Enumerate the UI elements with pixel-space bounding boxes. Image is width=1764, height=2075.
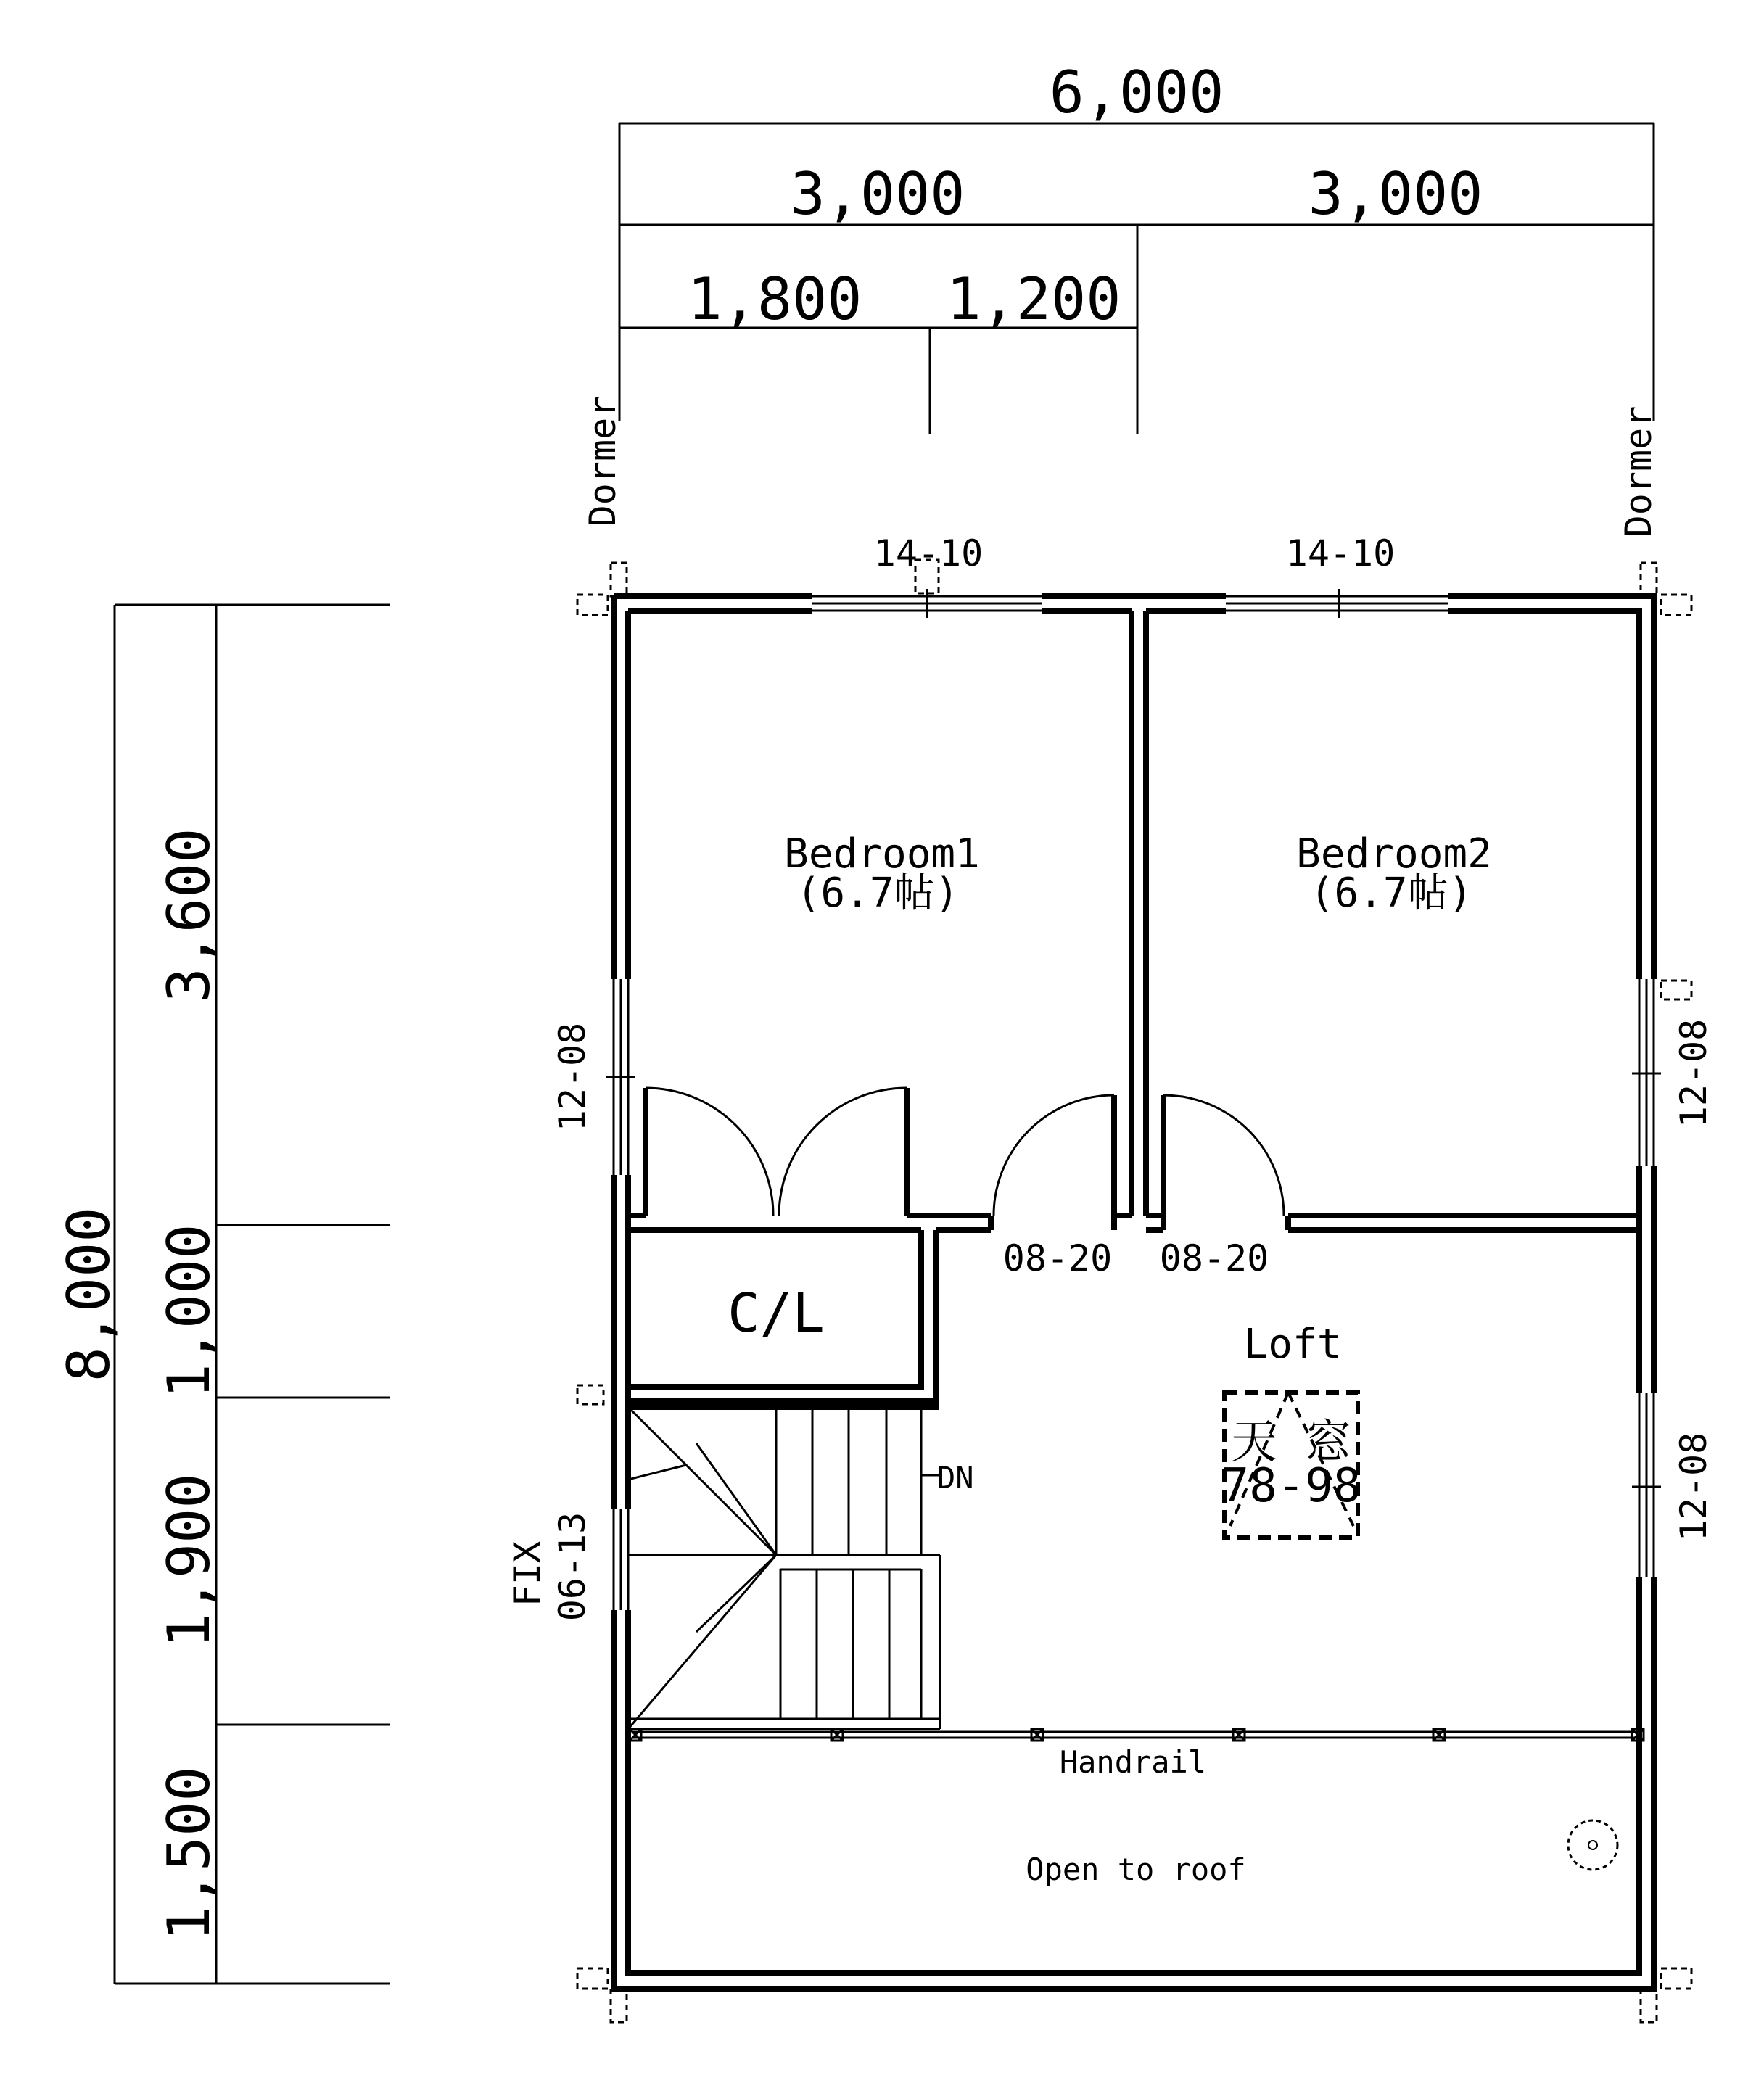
closet-doors bbox=[646, 1088, 907, 1216]
bedroom2-size: (6.7帖) bbox=[1309, 870, 1473, 917]
dim-left-total: 8,000 bbox=[55, 1207, 123, 1382]
skylight-name: 天 窓 bbox=[1230, 1416, 1352, 1469]
closet-label: C/L bbox=[728, 1282, 825, 1345]
window-top-right bbox=[1226, 589, 1448, 618]
open-to-roof-label: Open to roof bbox=[1026, 1852, 1246, 1887]
bedroom1-size: (6.7帖) bbox=[796, 870, 960, 917]
stairs-dn-label: DN bbox=[937, 1460, 974, 1496]
bedroom2-door bbox=[1163, 1095, 1284, 1216]
dim-top-right-half: 3,000 bbox=[1308, 160, 1483, 228]
dim-left-d: 1,500 bbox=[155, 1766, 223, 1942]
dim-top-sub-a: 1,800 bbox=[687, 265, 862, 333]
handrail bbox=[630, 1729, 1644, 1741]
skylight-code: 78-98 bbox=[1221, 1459, 1361, 1513]
window-left-fix bbox=[614, 1509, 628, 1610]
window-left-upper-label: 12-08 bbox=[551, 1022, 593, 1132]
dim-top-left-half: 3,000 bbox=[790, 160, 965, 228]
door-left-label: 08-20 bbox=[1002, 1237, 1113, 1279]
window-right-lower bbox=[1632, 1393, 1661, 1577]
handrail-label: Handrail bbox=[1059, 1744, 1207, 1780]
dim-top-total: 6,000 bbox=[1049, 59, 1224, 126]
window-right-upper-label: 12-08 bbox=[1673, 1018, 1715, 1129]
door-right-label: 08-20 bbox=[1159, 1237, 1269, 1279]
window-fix-code: 06-13 bbox=[551, 1511, 593, 1622]
window-fix-label: FIX bbox=[506, 1540, 548, 1607]
dormer-label-right: Dormer bbox=[1617, 405, 1660, 537]
dim-top-sub-b: 1,200 bbox=[946, 265, 1121, 333]
dim-left-c: 1,900 bbox=[155, 1473, 223, 1649]
window-top-left-label: 14-10 bbox=[873, 532, 984, 574]
window-top-left bbox=[812, 589, 1042, 618]
loft-label: Loft bbox=[1243, 1321, 1342, 1368]
dim-left-b: 1,000 bbox=[155, 1224, 223, 1399]
bedroom2-name: Bedroom2 bbox=[1296, 830, 1492, 878]
fixture-circle-icon bbox=[1568, 1820, 1617, 1870]
window-right-lower-label: 12-08 bbox=[1673, 1432, 1715, 1542]
window-left-upper bbox=[606, 979, 635, 1175]
window-top-right-label: 14-10 bbox=[1285, 532, 1396, 574]
dim-left-a: 3,600 bbox=[155, 828, 223, 1003]
window-right-upper bbox=[1632, 979, 1661, 1166]
bedroom1-name: Bedroom1 bbox=[784, 830, 980, 878]
bedroom1-door bbox=[994, 1095, 1114, 1216]
dormer-label-left: Dormer bbox=[582, 395, 624, 527]
stairs bbox=[628, 1401, 940, 1729]
